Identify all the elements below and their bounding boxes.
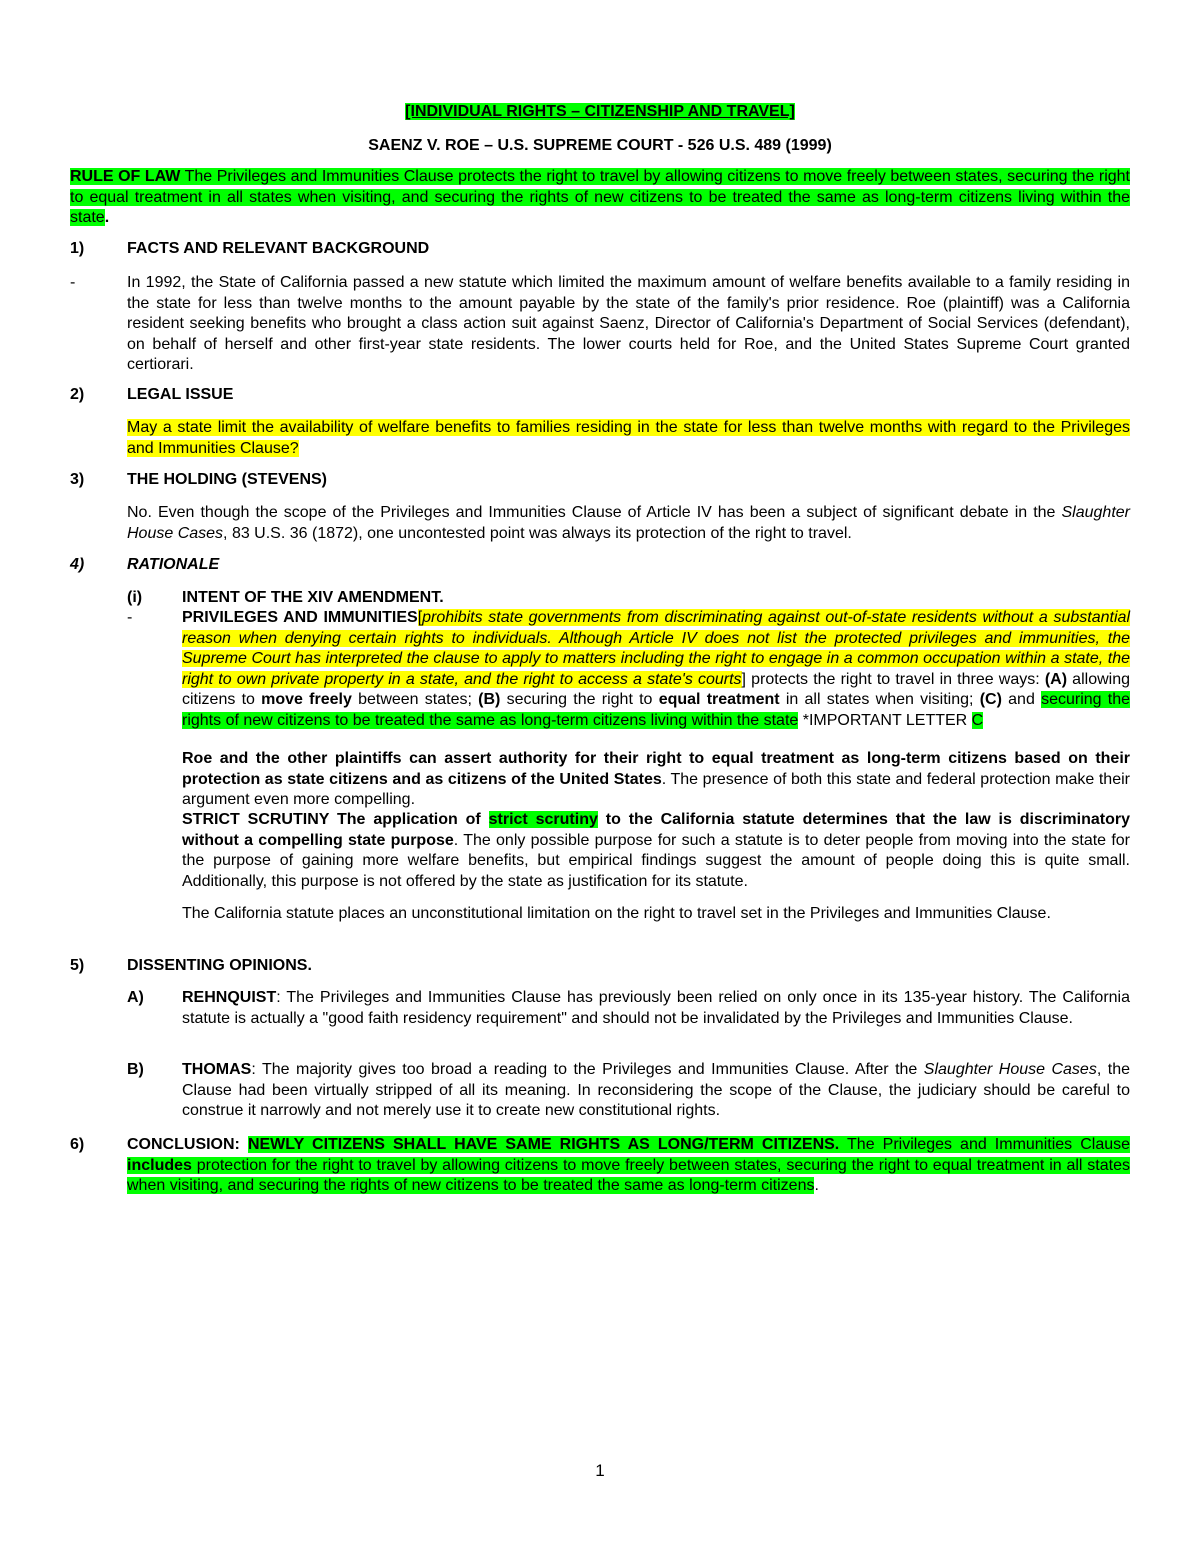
issue-paragraph [127,418,1130,459]
holding-paragraph: No. Even though the scope of the Privileges and Immunities Clause of Article IV has been a subject of significant debate in the Slaughter House Cases, 83 U.S. 36 (1872), one uncontested point was always its protection of the right to travel. [127,504,1130,542]
rationale-closing: The California statute places an unconstitutional limitation on the right to travel set in the Privileges and Immunities Clause. [182,905,1051,922]
section-4-title: RATIONALE [127,556,220,573]
page-number: 1 [595,1461,605,1480]
facts-paragraph: In 1992, the State of California passed a new statute which limited the maximum amount of welfare benefits available to a family residing in the state for less than twelve months to the amount payable by the state of the family's prior residence. Roe (plaintiff) was a California resident seeking benefits who brought a class action suit against Saenz, Director of California's Department of Social Services (defendant), on behalf of herself and other first-year state residents. The lower courts held for Roe, and the United States Supreme Court granted certiorari. [127,274,1130,373]
dissent-thomas: THOMAS: The majority gives too broad a reading to the Privileges and Immunities Clause. After the Slaughter House Cases, the Clause had been virtually stripped of all its meaning. In reconsidering the scope of the Clause, the judiciary should be careful to construe it narrowly and not merely use it to create new constitutional rights. [182,1061,1131,1119]
strict-scrutiny-highlight: strict scrutiny [488,811,598,828]
section-1-number: 1) [70,240,85,257]
dissent-rehnquist: REHNQUIST: The Privileges and Immunities Clause has previously been relied on only once in its 135-year history. The California statute is actually a "good faith residency requirement" and should not be invalidated by the Privileges and Immunities Clause. [182,989,1130,1027]
subsection-i-title: INTENT OF THE XIV AMENDMENT. [182,589,444,606]
section-1-dash: - [70,274,76,291]
section-5-title: DISSENTING OPINIONS. [127,957,312,974]
privileges-paragraph: PRIVILEGES AND IMMUNITIES[prohibits state governments from discriminating against out-of-state residents without a substantial reason when denying certain rights to individuals. Although Article IV does not list the protected privileges and immunities, the Supreme Court has interpreted the clause to apply to matters including the right to engage in a common occupation within a state, the right to own private property in a state, and the right to access a state's courts] protects the right to travel in three ways: (A) allowing citizens to move freely between states; (B) securing the right to equal treatment in all states when visiting; (C) and securing the rights of new citizens to be treated the same as long-term citizens living within the state *IMPORTANT LETTER C [182,609,1131,729]
section-3-number: 3) [70,471,85,488]
section-2-title: LEGAL ISSUE [127,386,234,403]
pi-label: PRIVILEGES AND IMMUNITIES [182,609,418,626]
section-2-number: 2) [70,386,85,403]
strict-scrutiny-paragraph: STRICT SCRUTINY The application of strict scrutiny to the California statute determines that the law is discriminatory without a compelling state purpose. The only possible purpose for such a statute is to deter people from moving into the state for the purpose of gaining more welfare benefits, but empirical findings suggest the amount of people doing this is quite small. Additionally, this purpose is not offered by the state as justification for its statute. [182,811,1131,890]
rule-of-law: RULE OF LAW The Privileges and Immunities Clause protects the right to travel by allowing citizens to move freely between states, securing the right to equal treatment in all states when visiting, and securing the rights of new citizens to be treated the same as long-term citizens living within the state. [70,168,1130,226]
rule-of-law-label: RULE OF LAW [70,168,181,185]
category-heading [0,102,1200,123]
conclusion-label: CONCLUSION: [127,1136,248,1153]
case-title: SAENZ V. ROE – U.S. SUPREME COURT - 526 U.S. 489 (1999) [368,137,832,154]
section-4-number: 4) [70,556,85,573]
section-1-title: FACTS AND RELEVANT BACKGROUND [127,240,430,257]
dissent-b-number: B) [127,1061,144,1078]
section-6-number: 6) [70,1136,85,1153]
section-3-title: THE HOLDING (STEVENS) [127,471,328,488]
roe-paragraph: Roe and the other plaintiffs can assert authority for their right to equal treatment as long-term citizens based on their protection as state citizens and as citizens of the United States. The presence of both this state and federal protection make their argument even more compelling. [182,750,1130,808]
section-5-number: 5) [70,957,85,974]
issue-text: May a state limit the availability of welfare benefits to families residing in the state for less than twelve months with regard to the Privileges and Immunities Clause? [127,419,1130,457]
case-name: Slaughter House Cases [127,504,1130,542]
pi-definition: prohibits state governments from discriminating against out-of-state residents without a substantial reason when denying certain rights to individuals. Although Article IV does not list the protected privileges and immunities, the Supreme Court has interpreted the clause to apply to matters including the right to engage in a common occupation within a state, the right to own private property in a state, and the right to access a state's courts [182,609,1131,688]
letter-c: C [971,711,984,729]
category-title: [INDIVIDUAL RIGHTS – CITIZENSHIP AND TRAVEL] [405,103,795,120]
subsection-i-number: (i) [127,589,143,606]
rule-of-law-text: The Privileges and Immunities Clause protects the right to travel by allowing citizens to move freely between states, securing the right to equal treatment in all states when visiting, and securing the rights of new citizens to be treated the same as long-term citizens living within the state [70,168,1130,226]
dissent-a-number: A) [127,989,144,1006]
conclusion-paragraph: CONCLUSION: NEWLY CITIZENS SHALL HAVE SAME RIGHTS AS LONG/TERM CITIZENS. The Privileges and Immunities Clause includes protection for the right to travel by allowing citizens to move freely between states, securing the right to equal treatment in all states when visiting, and securing the rights of new citizens to be treated the same as long-term citizens. [127,1136,1131,1194]
section-4-dash: - [127,609,133,626]
